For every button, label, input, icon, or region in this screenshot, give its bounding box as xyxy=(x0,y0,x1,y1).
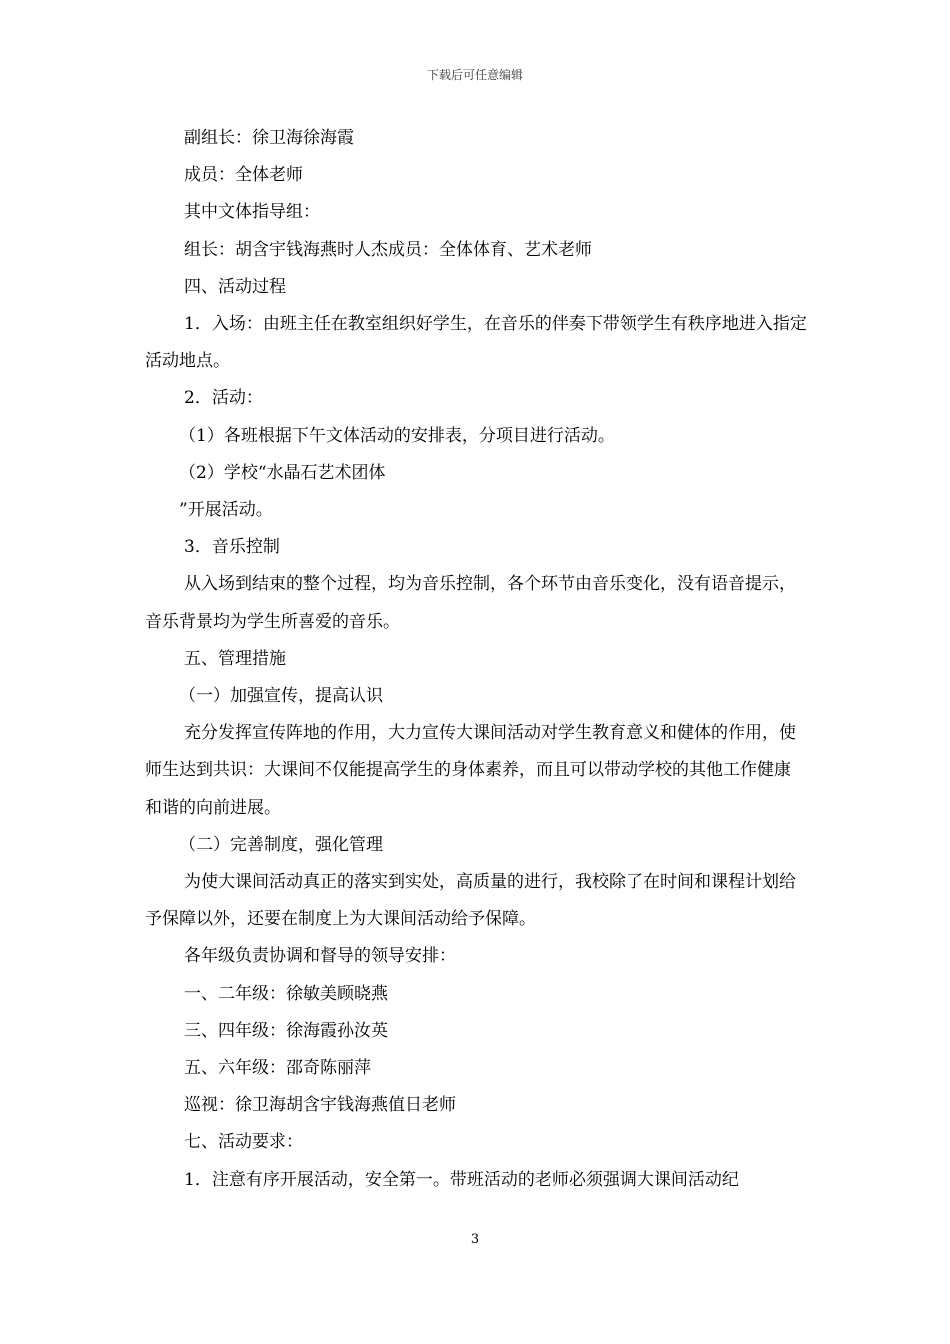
paragraph: 1．注意有序开展活动，安全第一。带班活动的老师必须强调大课间活动纪 xyxy=(184,1169,739,1190)
paragraph: ”开展活动。 xyxy=(179,500,273,521)
section-heading: 四、活动过程 xyxy=(184,276,286,297)
paragraph: 巡视：徐卫海胡含宇钱海燕值日老师 xyxy=(184,1095,456,1116)
paragraph: （1）各班根据下午文体活动的安排表，分项目进行活动。 xyxy=(179,425,615,446)
paragraph: 3．音乐控制 xyxy=(184,537,280,558)
paragraph: 五、六年级：邵奇陈丽萍 xyxy=(184,1058,371,1079)
paragraph: 从入场到结束的整个过程，均为音乐控制，各个环节由音乐变化，没有语音提示，音乐背景均为学生所喜爱的音乐。 xyxy=(145,574,796,632)
paragraph: 为使大课间活动真正的落实到实处，高质量的进行，我校除了在时间和课程计划给予保障以外，还要在制度上为大课间活动给予保障。 xyxy=(145,872,796,930)
page-header: 下载后可任意编辑 xyxy=(426,68,523,82)
subsection-heading: （一）加强宣传，提高认识 xyxy=(179,686,383,707)
page-number: 3 xyxy=(470,1232,480,1247)
paragraph: 充分发挥宣传阵地的作用，大力宣传大课间活动对学生教育意义和健体的作用，使师生达到共识：大课间不仅能提高学生的身体素养，而且可以带动学校的其他工作健康和谐的向前进展。 xyxy=(145,723,796,818)
paragraph: 三、四年级：徐海霞孙汝英 xyxy=(184,1020,388,1041)
paragraph: 成员：全体老师 xyxy=(184,165,303,186)
paragraph: 2．活动： xyxy=(184,388,263,409)
paragraph: （2）学校“水晶石艺术团体 xyxy=(179,462,386,483)
paragraph: 各年级负责协调和督导的领导安排： xyxy=(184,946,456,967)
document-body xyxy=(145,120,807,1199)
paragraph: 1．入场：由班主任在教室组织好学生，在音乐的伴奏下带领学生有秩序地进入指定活动地点。 xyxy=(145,314,807,372)
paragraph: 其中文体指导组： xyxy=(184,202,320,223)
paragraph: 副组长：徐卫海徐海霞 xyxy=(184,128,354,148)
section-heading: 五、管理措施 xyxy=(184,648,286,669)
paragraph: 组长：胡含宇钱海燕时人杰成员：全体体育、艺术老师 xyxy=(184,239,592,260)
subsection-heading: （二）完善制度，强化管理 xyxy=(179,834,383,855)
paragraph: 一、二年级：徐敏美顾晓燕 xyxy=(184,983,388,1004)
section-heading: 七、活动要求： xyxy=(184,1132,303,1153)
